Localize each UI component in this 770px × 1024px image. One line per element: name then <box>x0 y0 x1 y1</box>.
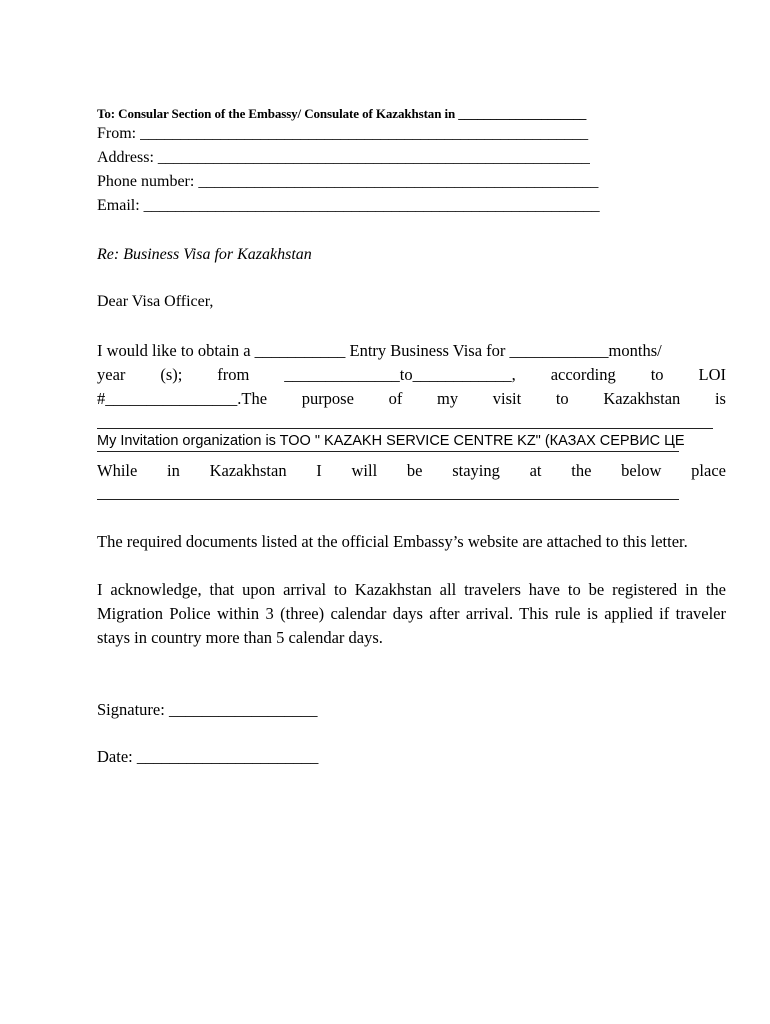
email-field[interactable]: Email: _________________________________________________________ <box>97 197 600 214</box>
word: year <box>97 365 126 384</box>
word: according <box>550 365 616 384</box>
word: my <box>437 389 459 408</box>
word: is <box>714 389 726 408</box>
word: visit <box>492 389 522 408</box>
word: will <box>351 461 378 480</box>
word: from <box>217 365 250 384</box>
loi-number-field[interactable]: #________________.The <box>97 389 268 408</box>
word: LOI <box>698 365 726 384</box>
date-field[interactable]: Date: ______________________ <box>97 747 319 766</box>
signature-field[interactable]: Signature: __________________ <box>97 700 318 719</box>
word: at <box>529 461 542 480</box>
word: the <box>571 461 592 480</box>
stay-line <box>97 459 726 483</box>
word: Kazakhstan <box>603 389 681 408</box>
word: in <box>167 461 180 480</box>
purpose-underline <box>97 428 713 429</box>
word: While <box>97 461 138 480</box>
date-range-field[interactable]: ______________to____________, <box>284 365 516 384</box>
request-line-1[interactable]: I would like to obtain a ___________ Entry Business Visa for ____________months/ <box>97 341 662 360</box>
word: of <box>388 389 403 408</box>
word: place <box>691 461 726 480</box>
word: be <box>406 461 423 480</box>
request-line-2[interactable] <box>97 363 726 387</box>
place-field[interactable] <box>97 499 679 500</box>
word: staying <box>452 461 500 480</box>
salutation: Dear Visa Officer, <box>97 293 214 310</box>
purpose-underline-2 <box>97 451 679 452</box>
word: I <box>316 461 322 480</box>
word: to <box>555 389 569 408</box>
word: to <box>650 365 664 384</box>
acknowledgement-paragraph: I acknowledge, that upon arrival to Kazakhstan all travelers have to be registered in the Migration Police within 3 (three) calendar days after arrival. This rule is applied if traveler stays in country more than 5 calendar days. <box>97 580 726 647</box>
request-line-3[interactable] <box>97 387 726 411</box>
documents-paragraph: The required documents listed at the official Embassy’s website are attached to this letter. <box>97 532 688 551</box>
phone-field[interactable]: Phone number: __________________________________________________ <box>97 173 599 190</box>
from-field[interactable]: From: ________________________________________________________ <box>97 125 589 142</box>
subject-line: Re: Business Visa for Kazakhstan <box>97 246 312 263</box>
word: Kazakhstan <box>209 461 287 480</box>
purpose-filled-field[interactable]: My Invitation organization is TOO " KAZAKH SERVICE CENTRE KZ" (КАЗАХ СЕРВИС ЦЕ <box>97 433 685 449</box>
word: (s); <box>160 365 183 384</box>
word: purpose <box>301 389 354 408</box>
word: below <box>621 461 662 480</box>
to-consular-line: To: Consular Section of the Embassy/ Consulate of Kazakhstan in ____________________ <box>97 106 587 121</box>
address-field[interactable]: Address: ______________________________________________________ <box>97 149 590 166</box>
